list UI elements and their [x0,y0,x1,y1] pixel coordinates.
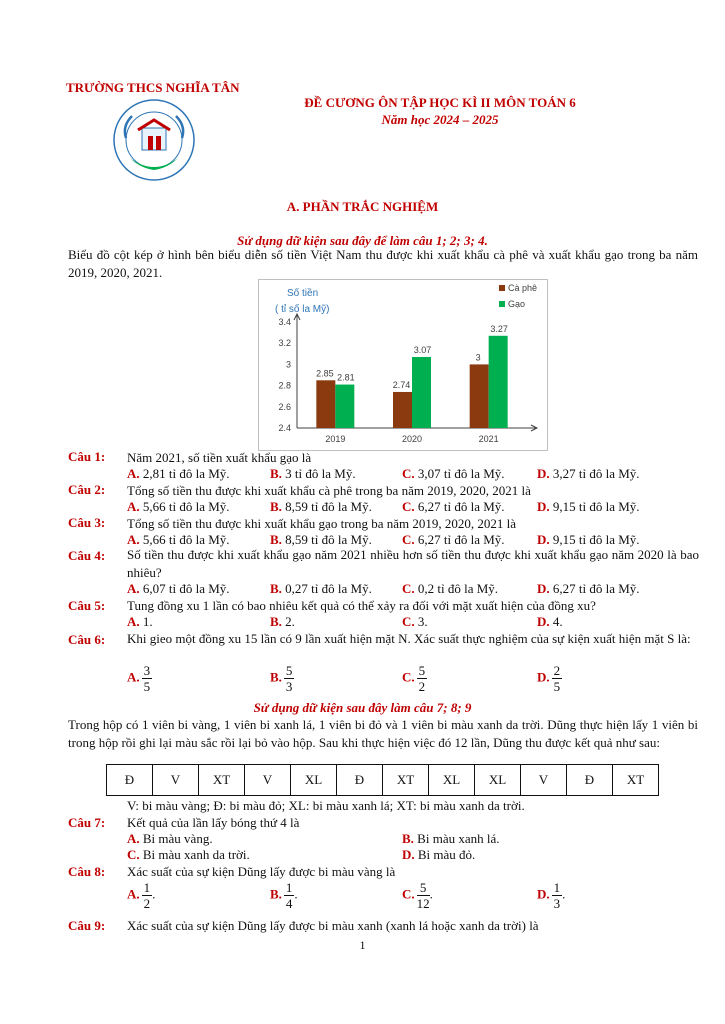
option-c [402,614,428,630]
option-key: B. [270,499,282,514]
option-key: B. [402,831,414,846]
option-d: D. $\frac{1}{3}$ . [537,880,566,911]
table-cell: V [153,765,199,796]
option-value: 4. [552,614,563,629]
legend-label: Gạo [508,299,526,309]
instruction-2: Sử dụng dữ kiện sau đây làm câu 7; 8; 9 [253,700,472,715]
option-key: A. [127,499,140,514]
option-value: 5,66 tỉ đô la Mỹ. [142,499,230,514]
numerator: 1 [143,880,151,895]
option-b [270,499,372,515]
option-d [537,581,640,597]
option-value: 0,2 tỉ đô la Mỹ. [417,581,499,596]
x-tick-label: 2019 [325,434,346,444]
results-table-wrap [106,764,659,796]
numerator: 5 [285,663,293,678]
option-d [537,466,640,482]
fraction [284,663,295,694]
option-key: D. [537,532,550,547]
question-text: Xác suất của sự kiện Dũng lấy được bi màu xanh (xanh lá hoặc xanh da trời) là [127,918,539,933]
y-tick-label: 2.8 [278,380,291,391]
option-a: A. $\frac{1}{2}$ . [127,880,156,911]
option-key: C. [402,532,415,547]
option-key: B. [270,614,282,629]
option-value: 5,66 tỉ đô la Mỹ. [142,532,230,547]
data-label: 2.85 [316,368,334,379]
bar [470,364,489,428]
option-b [270,466,356,482]
option-a [127,614,153,630]
option-a [127,499,230,515]
option-key: D. [537,886,550,902]
option-value: 8,59 tỉ đô la Mỹ. [285,532,372,547]
numerator: 1 [553,880,561,895]
denominator: 5 [553,679,561,694]
denominator: 2 [418,679,426,694]
option-key: A. [127,581,140,596]
question-label: Câu 8: [68,864,106,879]
option-key: A. [127,669,140,685]
option-b: B. $\frac{1}{4}$ . [270,880,298,911]
option-key: C. [402,614,415,629]
numerator: 3 [143,663,151,678]
x-tick-label: 2021 [478,434,499,444]
option-a [127,581,230,597]
option-d [537,663,562,694]
numerator: 1 [285,880,293,895]
option-b [270,614,295,630]
option-c [402,499,505,515]
y-tick-label: 3.2 [278,338,291,349]
option-a [127,466,230,482]
bar [335,385,354,428]
table-cell: XT [199,765,245,796]
option-value: Bi màu vàng. [142,831,213,846]
instruction-1: Sử dụng dữ kiện sau đây để làm câu 1; 2; 3; 4. [237,233,488,248]
question-text: Tung đồng xu 1 lần có bao nhiêu kết quả có thể xảy ra đối với mặt xuất hiện của đồng xu? [127,598,596,613]
chart-frame [258,279,548,451]
question-label: Câu 9: [68,918,106,933]
data-label: 3.27 [490,323,508,334]
denominator: 4 [285,896,293,911]
option-value: Bi màu đỏ. [417,847,476,862]
option-value: 6,07 tỉ đô la Mỹ. [142,581,230,596]
option-key: A. [127,532,140,547]
option-key: C. [402,581,415,596]
data-label: 2.81 [337,372,355,383]
option-key: B. [270,466,282,481]
question-label: Câu 7: [68,815,106,830]
option-key: C. [402,466,415,481]
y-tick-label: 3.4 [278,317,291,327]
y-axis-label: ( tỉ số la Mỹ) [275,304,330,315]
option-value: 9,15 tỉ đô la Mỹ. [552,532,640,547]
question-label: Câu 3: [68,515,106,530]
option-a [127,663,152,694]
option-value: 2. [285,614,295,629]
option-value: 2,81 tỉ đô la Mỹ. [142,466,230,481]
bar [393,392,412,428]
option-key: A. [127,886,140,902]
option-c [402,663,427,694]
option-value: 1. [142,614,153,629]
denominator: 5 [143,679,151,694]
y-tick-label: 2.4 [278,423,291,433]
option-value: 3,27 tỉ đô la Mỹ. [552,466,640,481]
option-value: 0,27 tỉ đô la Mỹ. [285,581,372,596]
option-key: A. [127,831,140,846]
x-tick-label: 2020 [401,434,423,444]
option-value: 6,27 tỉ đô la Mỹ. [417,499,505,514]
table-cell: XT [613,765,659,796]
option-d [402,847,475,863]
denominator: 12 [416,896,430,911]
option-value: 6,27 tỉ đô la Mỹ. [552,581,640,596]
option-key: D. [537,466,550,481]
table-cell: XL [291,765,337,796]
denominator: 3 [285,679,293,694]
school-name: TRƯỜNG THCS NGHĨA TÂN [66,80,240,95]
table-cell: V [521,765,567,796]
option-value: 3. [417,614,428,629]
table-cell: Đ [567,765,613,796]
section-heading: A. PHẦN TRẮC NGHIỆM [286,199,439,214]
denominator: 3 [553,896,561,911]
bar-chart [259,280,547,450]
legend-label: Cà phê [508,283,538,293]
question-text: Khi gieo một đồng xu 15 lần có 9 lần xuất hiện mặt N. Xác suất thực nghiệm của sự kiện xuất hiện mặt S là: [127,631,691,646]
y-axis-label: Số tiền [287,288,319,299]
legend-swatch [499,285,505,291]
bar [316,380,335,428]
question-text: Tổng số tiền thu được khi xuất khẩu cà phê trong ba năm 2019, 2020, 2021 là [127,483,531,498]
option-value: 3,07 tỉ đô la Mỹ. [417,466,505,481]
table-cell: Đ [337,765,383,796]
fraction [417,880,430,911]
option-key: B. [270,532,282,547]
bar [489,336,508,428]
option-key: A. [127,466,140,481]
option-value: 3 tỉ đô la Mỹ. [285,466,356,481]
question-text: Năm 2021, số tiền xuất khẩu gạo là [127,450,312,465]
school-year: Năm học 2024 – 2025 [381,112,499,127]
data-label: 3 [475,352,481,363]
fraction [142,880,153,911]
fraction [417,663,428,694]
question-label: Câu 1: [68,449,106,464]
y-tick-label: 2.6 [278,401,291,412]
option-key: D. [402,847,415,862]
option-b [270,581,372,597]
option-key: D. [537,614,550,629]
option-key: D. [537,581,550,596]
numerator: 5 [418,663,426,678]
option-value: 8,59 tỉ đô la Mỹ. [285,499,372,514]
table-cell: XL [475,765,521,796]
table-legend: V: bi màu vàng; Đ: bi màu đỏ; XL: bi màu xanh lá; XT: bi màu xanh da trời. [127,798,525,813]
option-key: C. [127,847,140,862]
question-label: Câu 2: [68,482,106,497]
intro-paragraph-2: Trong hộp có 1 viên bi vàng, 1 viên bi xanh lá, 1 viên bi đỏ và 1 viên bi màu xanh da trời. Dũng thực hiện lấy 1 viên bi trong hộp rồi ghi lại màu sắc rồi lại bỏ vào hộp. Sau khi thực hiện việc đó 12 lần, Dũng thu được kết quả như sau: [68,717,698,750]
option-key: D. [537,499,550,514]
option-value: Bi màu xanh lá. [417,831,500,846]
question-text: Xác suất của sự kiện Dũng lấy được bi màu vàng là [127,864,396,879]
table-cell: V [245,765,291,796]
option-b [402,831,500,847]
option-c [402,466,505,482]
question-text: Kết quả của lần lấy bóng thứ 4 là [127,815,300,830]
intro-paragraph-1: Biểu đồ cột kép ở hình bên biểu diễn số tiền Việt Nam thu được khi xuất khẩu cà phê và xuất khẩu gạo trong ba năm 2019, 2020, 2021. [68,247,698,280]
fraction [552,880,563,911]
y-tick-label: 3 [285,359,291,370]
option-a [127,831,213,847]
option-b [270,663,294,694]
question-label: Câu 4: [68,548,106,563]
school-logo-icon [112,98,196,182]
bar [412,357,431,428]
option-key: D. [537,669,550,685]
option-key: C. [402,499,415,514]
table-row [107,765,659,796]
option-d [537,499,640,515]
table-cell: Đ [107,765,153,796]
option-value: 9,15 tỉ đô la Mỹ. [552,499,640,514]
numerator: 2 [553,663,561,678]
option-value: 6,27 tỉ đô la Mỹ. [417,532,505,547]
denominator: 2 [143,896,151,911]
legend-swatch [499,301,505,307]
option-key: B. [270,886,282,902]
data-label: 2.74 [392,379,411,390]
option-key: B. [270,581,282,596]
option-key: B. [270,669,282,685]
table-cell: XT [383,765,429,796]
question-text: Số tiền thu được khi xuất khẩu gạo năm 2021 nhiều hơn số tiền thu được khi xuất khẩu gạo năm 2020 là bao nhiêu? [127,547,699,580]
question-label: Câu 5: [68,598,106,613]
data-label: 3.07 [413,344,432,355]
option-c [402,581,498,597]
option-key: C. [402,886,415,902]
numerator: 5 [417,880,430,896]
fraction [284,880,295,911]
option-c [127,847,250,863]
question-text: Tổng số tiền thu được khi xuất khẩu gạo trong ba năm 2019, 2020, 2021 là [127,516,517,531]
option-key: A. [127,614,140,629]
document-title: ĐỀ CƯƠNG ÔN TẬP HỌC KÌ II MÔN TOÁN 6 [304,95,576,110]
option-c: C. $\frac{5}{12}$ . [402,880,433,911]
table-cell: XL [429,765,475,796]
option-key: C. [402,669,415,685]
page-number: 1 [359,938,366,952]
question-label: Câu 6: [68,632,106,647]
fraction [142,663,153,694]
option-value: Bi màu xanh da trời. [142,847,250,862]
option-d [537,614,563,630]
results-table [106,764,659,796]
fraction [552,663,563,694]
school-logo [112,98,196,182]
